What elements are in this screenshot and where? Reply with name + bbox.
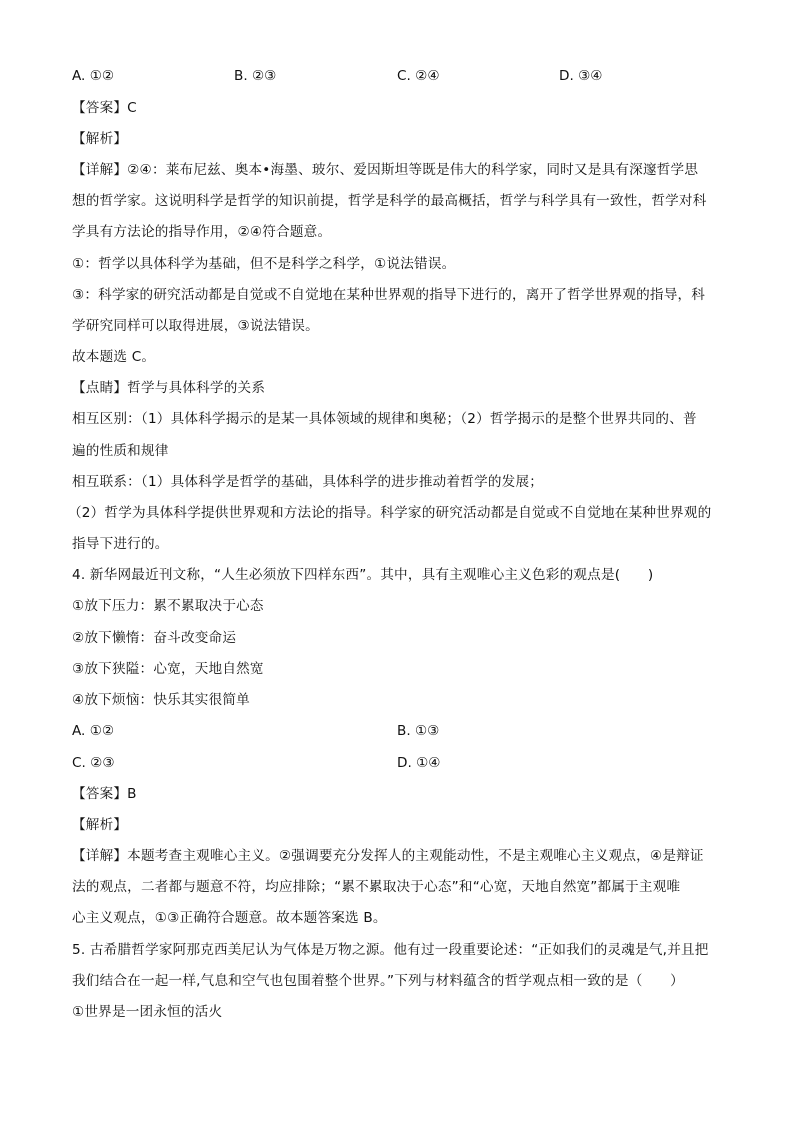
q4-option-d: D. ①④ [397,755,441,771]
q4-stem: 4. 新华网最近刊文称，“人生必须放下四样东西”。其中，具有主观唯心主义色彩的观点是( ) [72,567,654,583]
q3-option-b: B. ②③ [234,68,277,84]
q4-item: ②放下懒惰：奋斗改变命运 [72,630,237,646]
q4-answer: 【答案】B [72,786,137,802]
q4-option-c: C. ②③ [72,755,115,771]
q4-detail-line: 心主义观点，①③正确符合题意。故本题答案选 B。 [72,910,387,926]
q3-option-a: A. ①② [72,68,115,84]
q3-option-d: D. ③④ [559,68,603,84]
q3-answer: 【答案】C [72,100,137,116]
q5-stem-line: 我们结合在一起一样,气息和空气也包围着整个世界。”下列与材料蕴含的哲学观点相一致的是（ ） [72,973,684,989]
q5-stem-line: 5. 古希腊哲学家阿那克西美尼认为气体是万物之源。他有过一段重要论述：“正如我们的灵魂是气,并且把 [72,942,709,958]
q4-analysis-label: 【解析】 [72,817,128,833]
q3-detail-line: 故本题选 C。 [72,349,156,365]
q3-detail-line: 学具有方法论的指导作用，②④符合题意。 [72,224,332,240]
q4-option-b: B. ①③ [397,723,440,739]
q4-item: ④放下烦恼：快乐其实很简单 [72,692,250,708]
q4-item: ①放下压力：累不累取决于心态 [72,598,264,614]
q3-option-c: C. ②④ [397,68,440,84]
q3-detail-line: ③：科学家的研究活动都是自觉或不自觉地在某种世界观的指导下进行的，离开了哲学世界观的指导，科 [72,287,706,303]
q4-detail-line: 【详解】本题考查主观唯心主义。②强调要充分发挥人的主观能动性，不是主观唯心主义观点，④是辩证 [72,848,704,864]
q4-item: ③放下狭隘：心宽，天地自然宽 [72,661,264,677]
q5-item: ①世界是一团永恒的活火 [72,1004,223,1020]
q3-detail-line: 想的哲学家。这说明科学是哲学的知识前提，哲学是科学的最高概括，哲学与科学具有一致性，哲学对科 [72,193,707,209]
q3-detail-line: 【详解】②④：莱布尼兹、奥本•海墨、玻尔、爱因斯坦等既是伟大的科学家，同时又是具有深邃哲学思 [72,162,699,178]
q3-detail-line: ①：哲学以具体科学为基础，但不是科学之科学，①说法错误。 [72,256,456,272]
q3-point-line: （2）哲学为具体科学提供世界观和方法论的指导。科学家的研究活动都是自觉或不自觉地在某种世界观的 [68,505,712,521]
q3-point-line: 指导下进行的。 [72,536,169,552]
q3-detail-line: 学研究同样可以取得进展，③说法错误。 [72,318,319,334]
q4-detail-line: 法的观点，二者都与题意不符，均应排除；“累不累取决于心态”和“心宽，天地自然宽”都属于主观唯 [72,879,681,895]
q3-point-line: 相互区别：（1）具体科学揭示的是某一具体领域的规律和奥秘；（2）哲学揭示的是整个世界共同的、普 [72,411,697,427]
q4-option-a: A. ①② [72,723,115,739]
q3-point-heading: 【点睛】哲学与具体科学的关系 [72,380,266,396]
q3-analysis-label: 【解析】 [72,131,128,147]
q3-point-line: 相互联系：（1）具体科学是哲学的基础，具体科学的进步推动着哲学的发展； [72,474,544,490]
q3-point-line: 遍的性质和规律 [72,443,169,459]
